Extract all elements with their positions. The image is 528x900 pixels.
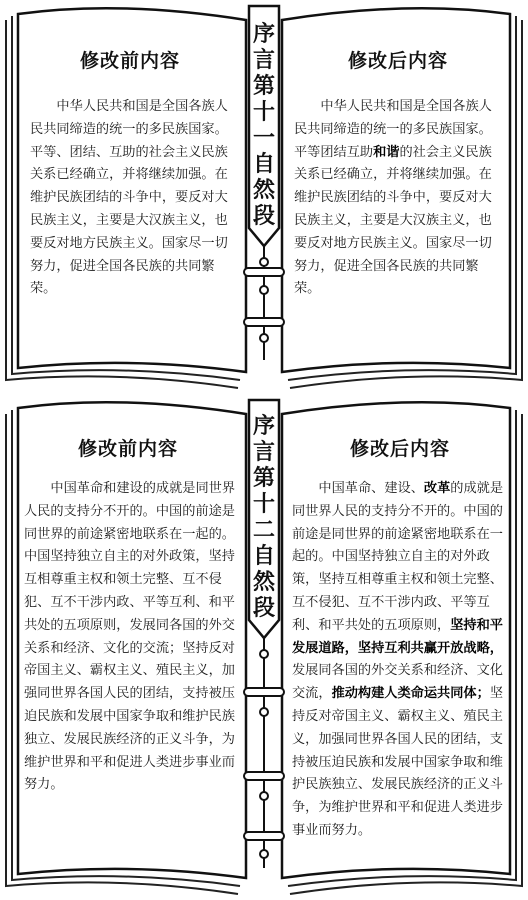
paragraph-before (24, 478, 238, 797)
spine-char: 第 (252, 466, 275, 491)
spine-char: 序 (252, 22, 275, 47)
binding-rings (244, 638, 284, 868)
text-run: 中国革命和建设的成就是同世界人民的支持分不开的。中国的前途是同世界的前途紧密地联系在一起的。中国坚持独立自主的对外政策，坚持互相尊重主权和领土完整、互不侵犯、互不干涉内政、平等互利、和平共处的五项原则，发展同各国的外交关系和经济、文化的交流；坚持反对帝国主义、霸权主义、殖民主义，加强同世界各国人民的团结，支持被压迫民族和发展中国家争取和维护民族独立、发展民族经济的正义斗争，为维护世界和平和促进人类进步事业而努力。 (24, 481, 236, 793)
highlighted-text-run: 推动构建人类命运共同体； (331, 686, 490, 702)
spine-char: 第 (252, 74, 275, 99)
highlighted-text-run: 改革 (423, 481, 451, 496)
highlighted-text-run: 坚持和平发展道路，坚持互利共赢开放战略， (292, 617, 503, 656)
spine-label (249, 22, 279, 230)
paragraph-after (294, 96, 502, 301)
text-run: 的社会主义民族关系已经确立，并将继续加强。在维护民族团结的斗争中，要反对大民族主义，主要是大汉族主义，也要反对地方民族主义。国家尽一切努力，促进全国各民族的共同繁荣。 (294, 144, 492, 297)
paragraph-after (292, 478, 506, 843)
text-run: 坚持反对帝国主义、霸权主义、殖民主义，加强同世界各国人民的团结，支持被压迫民族和发展中国家争取和维护民族独立、发展民族经济的正义斗争，为维护世界和平和促进人类进步事业而努力。 (292, 686, 503, 838)
text-run: 的成就是同世界人民的支持分不开的。中国的前途是同世界的前途紧密地联系在一起的。中国坚持独立自主的对外政策，坚持互相尊重主权和领土完整、互不侵犯、互不干涉内政、平等互利、和平共处的五项原则， (292, 481, 504, 633)
page-title-before: 修改前内容 (79, 50, 180, 72)
spine-char: 十 (252, 100, 275, 125)
section-preamble-paragraph-12 (0, 392, 528, 900)
spine-char: 自 (252, 544, 275, 569)
spine-char: 然 (252, 178, 275, 203)
section-preamble-paragraph-11 (0, 0, 528, 390)
highlighted-text-run: 和谐 (373, 144, 400, 160)
page-title-before: 修改前内容 (77, 438, 178, 460)
spine-char: 然 (252, 570, 275, 595)
spine-char: 十 (252, 492, 275, 517)
spine-char: 序 (252, 414, 275, 439)
spine-char: 言 (252, 48, 275, 73)
binding-rings (244, 246, 284, 360)
spine-char: 言 (252, 440, 275, 465)
page-title-after: 修改后内容 (349, 438, 450, 460)
spine-char: 二 (252, 518, 275, 543)
spine-char: 一 (252, 126, 275, 151)
spine-char: 段 (252, 596, 275, 621)
text-run: 中国革命、建设、 (318, 481, 424, 496)
page-title-after: 修改后内容 (347, 50, 448, 72)
spine-char: 自 (252, 152, 275, 177)
spine-label (249, 414, 279, 622)
paragraph-before (30, 96, 235, 301)
text-run: 发展同各国的外交关系和经济、文化交流， (292, 663, 503, 702)
text-run: 中华人民共和国是全国各族人民共同缔造的统一的多民族国家。平等团结互助 (294, 99, 492, 160)
text-run: 中华人民共和国是全国各族人民共同缔造的统一的多民族国家。平等、团结、互助的社会主义民族关系已经确立，并将继续加强。在维护民族团结的斗争中，要反对大民族主义，主要是大汉族主义，也要反对地方民族主义。国家尽一切努力，促进全国各民族的共同繁荣。 (30, 99, 228, 297)
spine-char: 段 (252, 204, 275, 229)
